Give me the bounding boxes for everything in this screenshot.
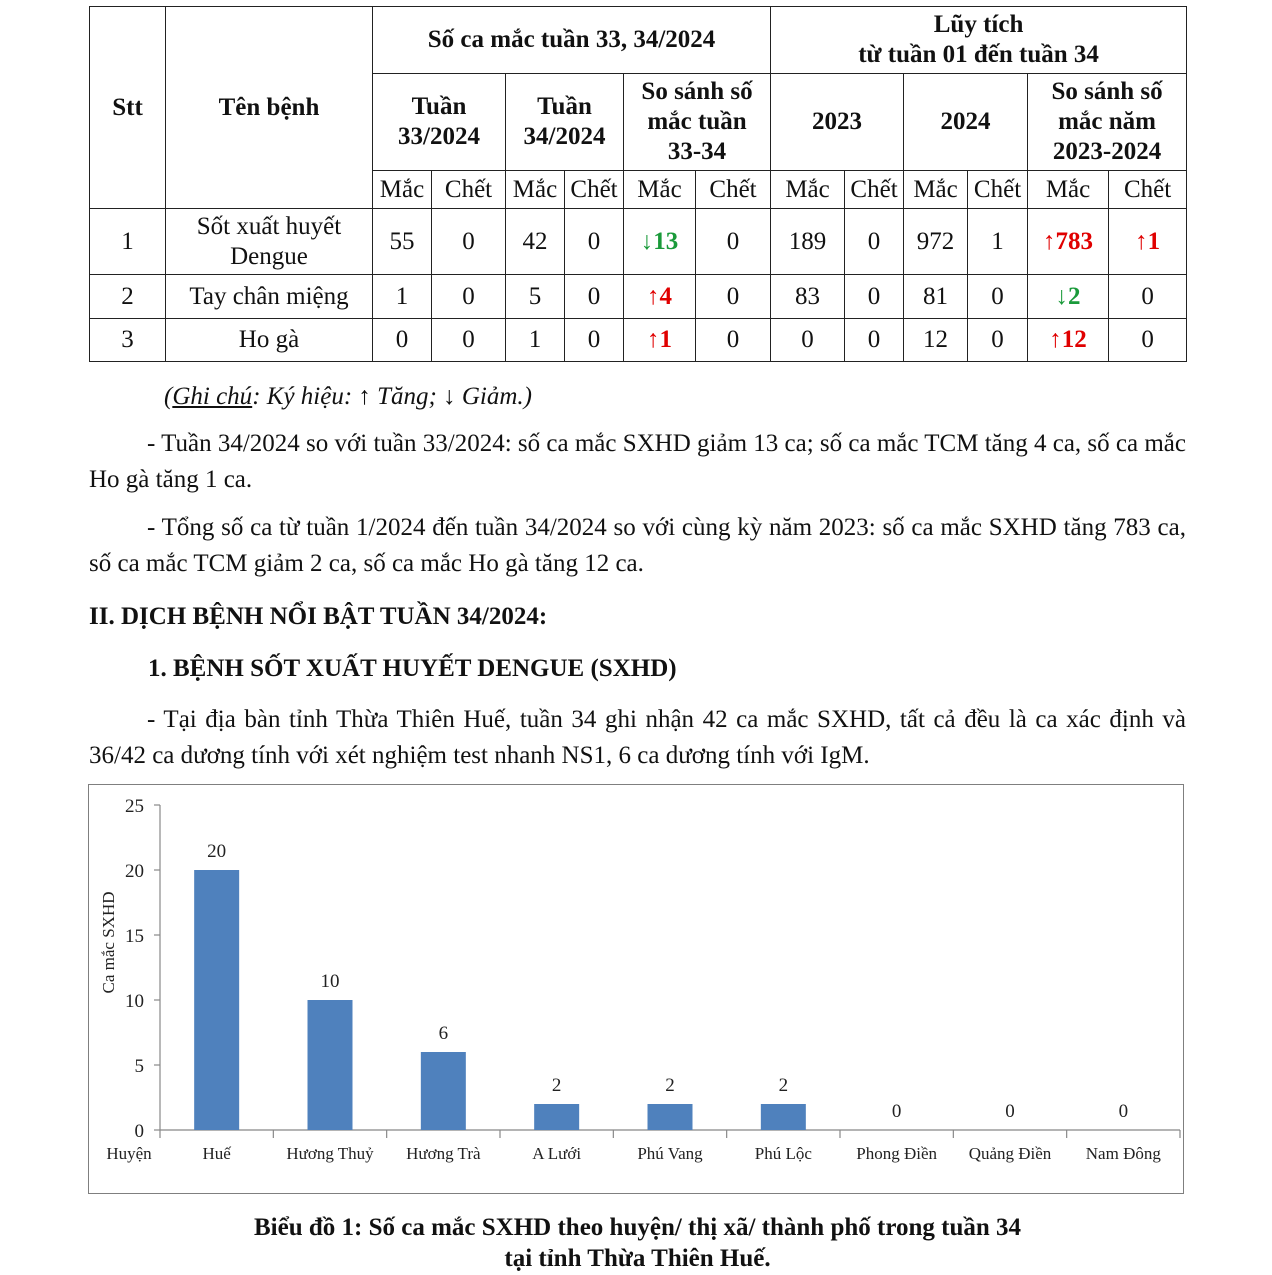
header-mac: Mắc xyxy=(624,171,696,209)
header-cumulative-line2: từ tuần 01 đến tuần 34 xyxy=(858,41,1099,68)
cell-2023-mac: 83 xyxy=(771,275,845,319)
header-chet: Chết xyxy=(696,171,771,209)
header-chet: Chết xyxy=(1109,171,1187,209)
cell-compare-year-chet: ↑1 xyxy=(1109,209,1187,275)
bar-data-label: 0 xyxy=(1118,1101,1129,1122)
x-tick-label: Phú Lộc xyxy=(754,1144,812,1163)
x-tick-label: Hương Trà xyxy=(406,1144,481,1163)
cell-w33-chet: 0 xyxy=(432,319,506,362)
cell-w33-mac: 0 xyxy=(373,319,432,362)
bar xyxy=(534,1104,579,1130)
cell-w34-chet: 0 xyxy=(565,275,624,319)
cell-w33-mac: 55 xyxy=(373,209,432,275)
x-tick-label: Hương Thuỷ xyxy=(286,1144,374,1163)
header-chet: Chết xyxy=(968,171,1028,209)
chart-caption-line1: Biểu đồ 1: Số ca mắc SXHD theo huyện/ thị xã/ thành phố trong tuần 34 xyxy=(253,1214,1022,1241)
y-tick-label: 25 xyxy=(125,796,144,817)
header-weekly-group: Số ca mắc tuần 33, 34/2024 xyxy=(373,7,771,74)
disease-name-line1: Sốt xuất huyết xyxy=(196,212,342,240)
paragraph-dengue-summary: - Tại địa bàn tỉnh Thừa Thiên Huế, tuần 34 ghi nhận 42 ca mắc SXHD, tất cả đều là ca xác định và 36/42 ca dương tính với xét nghiệm test nhanh NS1, 6 ca dương tính với IgM. xyxy=(89,706,1186,769)
y-tick-label: 15 xyxy=(125,926,144,947)
cell-compare-week-chet: 0 xyxy=(696,275,771,319)
bar xyxy=(194,870,239,1130)
x-axis-label: Huyện xyxy=(106,1144,152,1163)
bar-data-label: 2 xyxy=(665,1075,675,1096)
header-compare-year-line3: 2023-2024 xyxy=(1052,138,1162,165)
header-chet: Chết xyxy=(565,171,624,209)
cell-w33-mac: 1 xyxy=(373,275,432,319)
bar xyxy=(648,1104,693,1130)
cell-2023-mac: 0 xyxy=(771,319,845,362)
header-chet: Chết xyxy=(432,171,506,209)
header-week-34-line1: Tuần xyxy=(537,93,592,120)
cell-2023-chet: 0 xyxy=(845,319,904,362)
header-year-2024: 2024 xyxy=(904,74,1028,171)
cell-compare-year-chet: 0 xyxy=(1109,319,1187,362)
x-tick-label: Phong Điền xyxy=(856,1144,938,1163)
paragraph-weekly-comparison: - Tuần 34/2024 so với tuần 33/2024: số ca mắc SXHD giảm 13 ca; số ca mắc TCM tăng 4 ca, số ca mắc Ho gà tăng 1 ca. xyxy=(89,430,1186,493)
cell-stt: 3 xyxy=(90,319,166,362)
bar-data-label: 0 xyxy=(1005,1101,1015,1122)
cell-stt: 1 xyxy=(90,209,166,275)
subsection-title: 1. BỆNH SỐT XUẤT HUYẾT DENGUE (SXHD) xyxy=(148,655,677,682)
cell-compare-year-mac: ↑783 xyxy=(1028,209,1109,275)
cell-w34-chet: 0 xyxy=(565,319,624,362)
header-disease-name: Tên bệnh xyxy=(166,7,373,209)
note-label: Ghi chú xyxy=(172,383,253,410)
x-tick-label: Quảng Điền xyxy=(968,1144,1052,1163)
cell-w34-chet: 0 xyxy=(565,209,624,275)
cell-2024-mac: 12 xyxy=(904,319,968,362)
cell-w33-chet: 0 xyxy=(432,275,506,319)
header-week-33-line1: Tuần xyxy=(411,93,467,120)
cell-w34-mac: 1 xyxy=(506,319,565,362)
cell-compare-week-chet: 0 xyxy=(696,319,771,362)
y-tick-label: 20 xyxy=(125,861,144,882)
header-cumulative-line1: Lũy tích xyxy=(933,11,1024,38)
cell-compare-week-chet: 0 xyxy=(696,209,771,275)
header-compare-year-line1: So sánh số xyxy=(1051,78,1163,105)
header-year-2023: 2023 xyxy=(771,74,904,171)
header-compare-week-line3: 33-34 xyxy=(667,138,727,165)
cell-2024-chet: 0 xyxy=(968,319,1028,362)
cell-compare-year-mac: ↑12 xyxy=(1028,319,1109,362)
note-open-paren: ( xyxy=(164,383,173,410)
x-tick-label: A Lưới xyxy=(532,1144,582,1163)
paragraph-cumulative-comparison: - Tổng số ca từ tuần 1/2024 đến tuần 34/2024 so với cùng kỳ năm 2023: số ca mắc SXHD tăng 783 ca, số ca mắc TCM giảm 2 ca, số ca mắc Ho gà tăng 12 ca. xyxy=(89,514,1186,577)
chart-caption-line2: tại tỉnh Thừa Thiên Huế. xyxy=(504,1245,771,1272)
header-mac: Mắc xyxy=(771,171,845,209)
cell-2024-chet: 0 xyxy=(968,275,1028,319)
note-text: : Ký hiệu: ↑ Tăng; ↓ Giảm.) xyxy=(252,383,533,410)
bar-data-label: 6 xyxy=(438,1023,449,1044)
cell-2024-mac: 972 xyxy=(904,209,968,275)
x-tick-label: Huế xyxy=(202,1144,231,1163)
cell-2024-mac: 81 xyxy=(904,275,968,319)
section-title: II. DỊCH BỆNH NỔI BẬT TUẦN 34/2024: xyxy=(89,603,548,630)
cell-compare-week-mac: ↑4 xyxy=(624,275,696,319)
header-week-34-line2: 34/2024 xyxy=(523,123,606,150)
cell-compare-week-mac: ↑1 xyxy=(624,319,696,362)
header-stt: Stt xyxy=(90,7,166,209)
y-tick-label: 10 xyxy=(125,991,144,1012)
disease-name-line2: Dengue xyxy=(230,242,308,270)
cell-2023-chet: 0 xyxy=(845,275,904,319)
cell-w34-mac: 5 xyxy=(506,275,565,319)
bar-data-label: 2 xyxy=(778,1075,789,1096)
header-week-33-line2: 33/2024 xyxy=(398,123,480,150)
header-compare-year-line2: mắc năm xyxy=(1058,108,1157,135)
cell-compare-week-mac: ↓13 xyxy=(624,209,696,275)
header-mac: Mắc xyxy=(1028,171,1109,209)
header-compare-week-line2: mắc tuần xyxy=(647,108,747,135)
header-mac: Mắc xyxy=(506,171,565,209)
header-compare-week-line1: So sánh số xyxy=(641,78,753,105)
header-mac: Mắc xyxy=(904,171,968,209)
cell-2023-chet: 0 xyxy=(845,209,904,275)
cell-disease-name: Tay chân miệng xyxy=(166,275,373,319)
header-mac: Mắc xyxy=(373,171,432,209)
bar-data-label: 0 xyxy=(891,1101,902,1122)
x-tick-label: Nam Đông xyxy=(1085,1144,1161,1163)
cell-disease-name: Ho gà xyxy=(166,319,373,362)
y-axis-label: Ca mắc SXHD xyxy=(99,891,118,994)
x-tick-label: Phú Vang xyxy=(637,1144,703,1163)
bar xyxy=(761,1104,806,1130)
header-chet: Chết xyxy=(845,171,904,209)
bar-data-label: 10 xyxy=(320,971,340,992)
cell-2024-chet: 1 xyxy=(968,209,1028,275)
bar xyxy=(421,1052,466,1130)
cell-stt: 2 xyxy=(90,275,166,319)
cell-w34-mac: 42 xyxy=(506,209,565,275)
cell-compare-year-chet: 0 xyxy=(1109,275,1187,319)
bar-data-label: 20 xyxy=(207,841,227,862)
cell-compare-year-mac: ↓2 xyxy=(1028,275,1109,319)
y-tick-label: 5 xyxy=(134,1056,144,1077)
bar xyxy=(308,1000,353,1130)
cell-2023-mac: 189 xyxy=(771,209,845,275)
y-tick-label: 0 xyxy=(134,1121,144,1142)
bar-data-label: 2 xyxy=(551,1075,562,1096)
cell-w33-chet: 0 xyxy=(432,209,506,275)
